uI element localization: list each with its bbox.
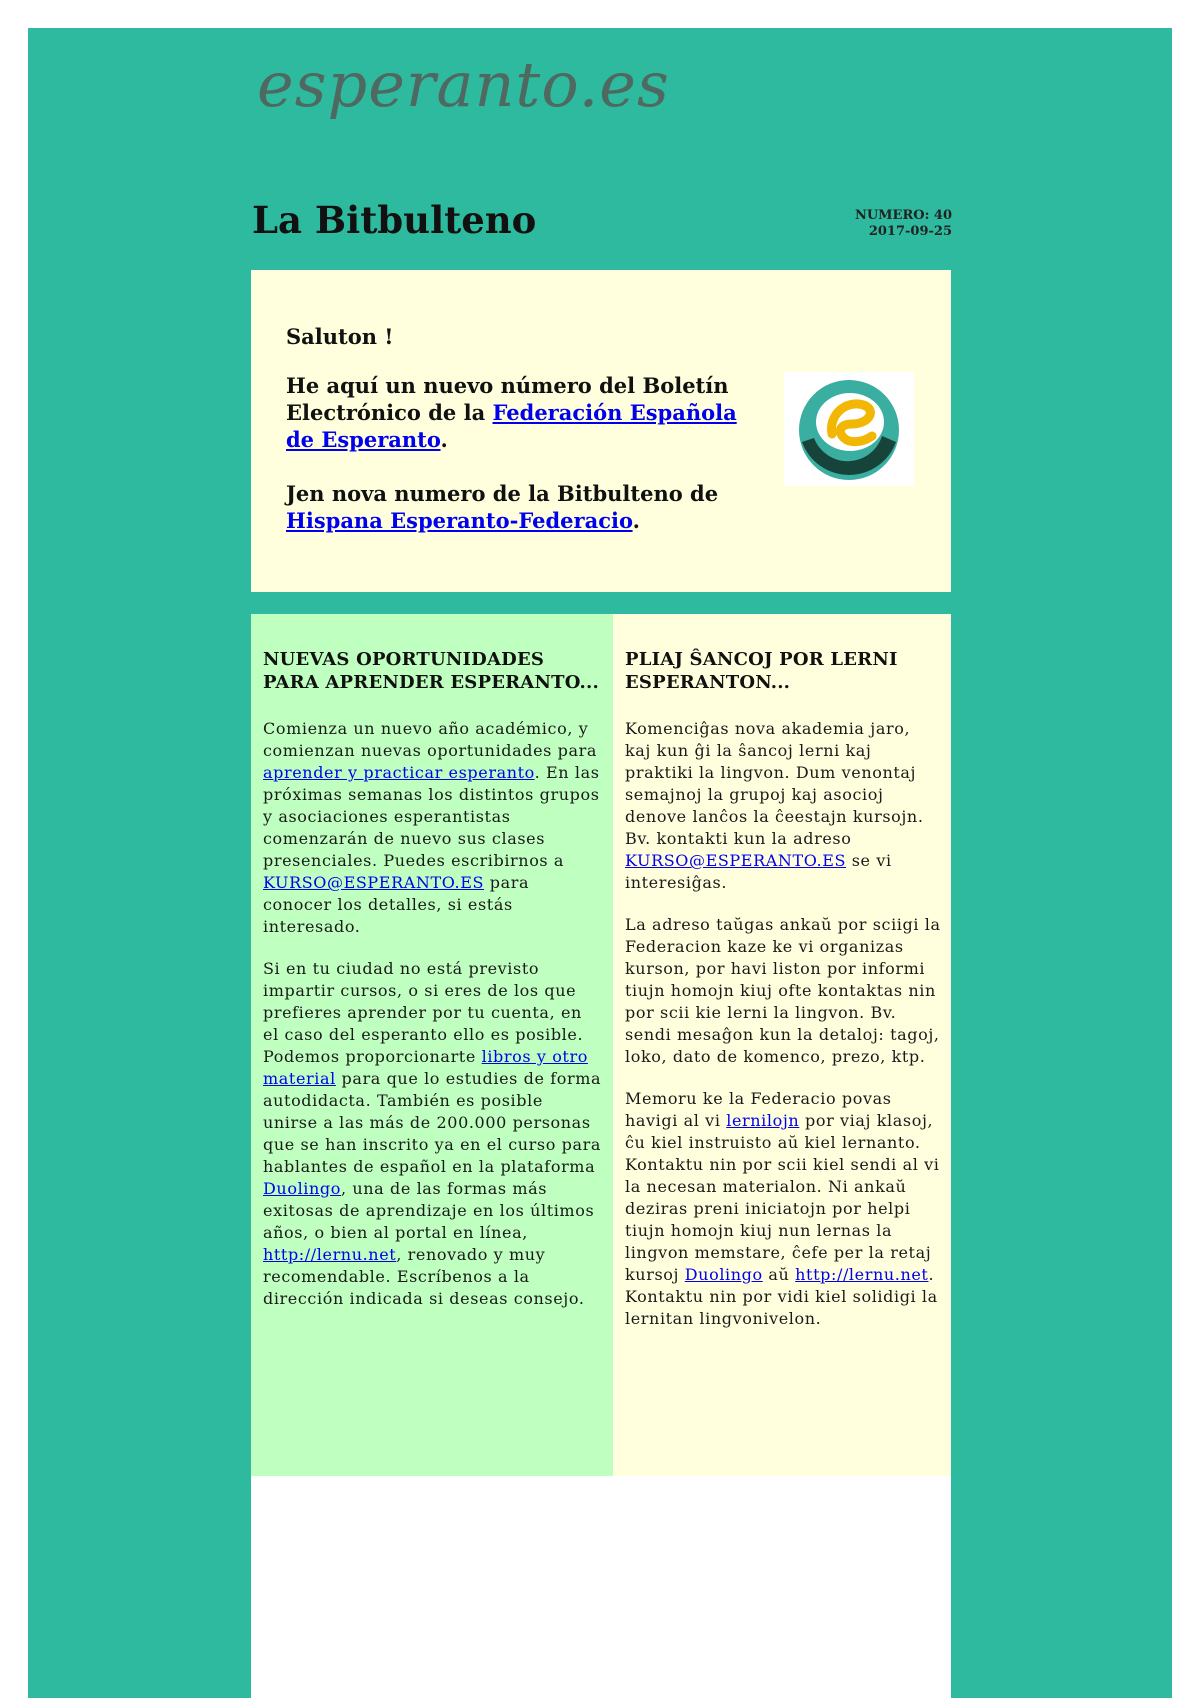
intro-spanish [286, 372, 756, 453]
issue-date: 2017-09-25 [868, 224, 952, 239]
lernu-link-eo[interactable]: http://lernu.net [795, 1265, 929, 1284]
duolingo-link[interactable]: Duolingo [263, 1179, 341, 1198]
intro-esperanto [286, 480, 756, 534]
esperanto-column [613, 614, 951, 1476]
federation-link-es[interactable]: Federación Española de Esperanto [286, 400, 737, 452]
spanish-column [251, 614, 613, 1476]
text-span: aŭ [762, 1265, 796, 1284]
esperanto-paragraph-1 [625, 718, 941, 894]
text-span: por viaj klasoj, ĉu kiel instruisto aŭ kiel lernanto. Kontaktu nin por scii kiel sendi al vi la necesan materialon. Ni ankaŭ deziras preni iniciatojn por helpi tiujn homojn kiuj nun lernas la lingvon memstare, ĉefe per la retaj kursoj [625, 1111, 940, 1284]
spanish-paragraph-2 [263, 958, 603, 1310]
books-material-link[interactable]: libros y otro material [263, 1047, 588, 1088]
text-span: . En las próximas semanas los distintos grupos y asociaciones esperantistas comenzarán de nuevo sus clases presenciales. Puedes escribirnos a [263, 763, 600, 870]
greeting: Saluton ! [286, 324, 394, 349]
learn-practice-link[interactable]: aprender y practicar esperanto [263, 763, 535, 782]
intro-spanish-text: He aquí un nuevo número del Boletín Electrónico de la [286, 373, 729, 425]
esperanto-heading: PLIAJ ŜANCOJ POR LERNI ESPERANTON... [625, 649, 898, 693]
issue-meta [855, 208, 952, 240]
intro-section [251, 270, 951, 592]
text-span: para conocer los detalles, si estás interesado. [263, 873, 530, 936]
intro-esperanto-period: . [632, 508, 640, 533]
text-span: . Kontaktu nin por vidi kiel solidigi la lernitan lingvonivelon. [625, 1265, 938, 1328]
section-separator [251, 592, 951, 614]
newsletter-content [251, 270, 951, 1698]
issue-number: NUMERO: 40 [854, 208, 952, 223]
text-span: Memoru ke la Federacio povas havigi al vi [625, 1089, 892, 1130]
esperanto-paragraph-3 [625, 1088, 941, 1330]
lernu-link[interactable]: http://lernu.net [263, 1245, 397, 1264]
text-span: Komenciĝas nova akademia jaro, kaj kun ĝi la ŝancoj lerni kaj praktiki la lingvon. Dum venontaj semajnoj la grupoj kaj asocioj denove lanĉos la ĉeestajn kursojn. Bv. kontakti kun la adreso [625, 719, 924, 848]
federation-link-eo[interactable]: Hispana Esperanto-Federacio [286, 508, 633, 533]
spanish-paragraph-1 [263, 718, 603, 938]
esperanto-column-inner [625, 648, 941, 1350]
text-span: para que lo estudies de forma autodidacta. También es posible unirse a las más de 200.000 personas que se han inscrito ya en el curso para hablantes de español en la plataforma [263, 1069, 602, 1176]
kurso-email-link[interactable]: KURSO@ESPERANTO.ES [263, 873, 485, 892]
site-logo-text[interactable]: esperanto.es [257, 48, 670, 121]
kurso-email-link-eo[interactable]: KURSO@ESPERANTO.ES [625, 851, 847, 870]
lerniloj-link[interactable]: lernilojn [726, 1111, 800, 1130]
intro-esperanto-text: Jen nova numero de la Bitbulteno de [286, 481, 719, 506]
esperanto-e-logo-svg [784, 372, 914, 486]
spanish-column-inner [263, 648, 603, 1330]
text-span: Comienza un nuevo año académico, y comienzan nuevas oportunidades para [263, 719, 598, 760]
text-span: Si en tu ciudad no está previsto impartir cursos, o si eres de los que prefieres aprender por tu cuenta, en el caso del esperanto ello es posible. Podemos proporcionarte [263, 959, 584, 1066]
spanish-heading: NUEVAS OPORTUNIDADES PARA APRENDER ESPERANTO... [263, 649, 599, 693]
esperanto-paragraph-2: La adreso taŭgas ankaŭ por sciigi la Federacion kaze ke vi organizas kurson, por havi liston por informi tiujn homojn kiuj ofte kontaktas nin por scii kie lerni la lingvon. Bv. sendi mesaĝon kun la detaloj: tagoj, loko, dato de komenco, prezo, ktp. [625, 915, 941, 1066]
newsletter-title: La Bitbulteno [252, 198, 537, 242]
text-span: , una de las formas más exitosas de aprendizaje en los últimos años, o bien al portal en línea, [263, 1179, 595, 1242]
duolingo-link-eo[interactable]: Duolingo [684, 1265, 763, 1284]
text-span: se vi interesiĝas. [625, 851, 892, 892]
esperanto-e-logo-icon [784, 372, 914, 486]
intro-spanish-period: . [440, 427, 448, 452]
text-span: , renovado y muy recomendable. Escríbenos a la dirección indicada si deseas consejo. [263, 1245, 585, 1308]
